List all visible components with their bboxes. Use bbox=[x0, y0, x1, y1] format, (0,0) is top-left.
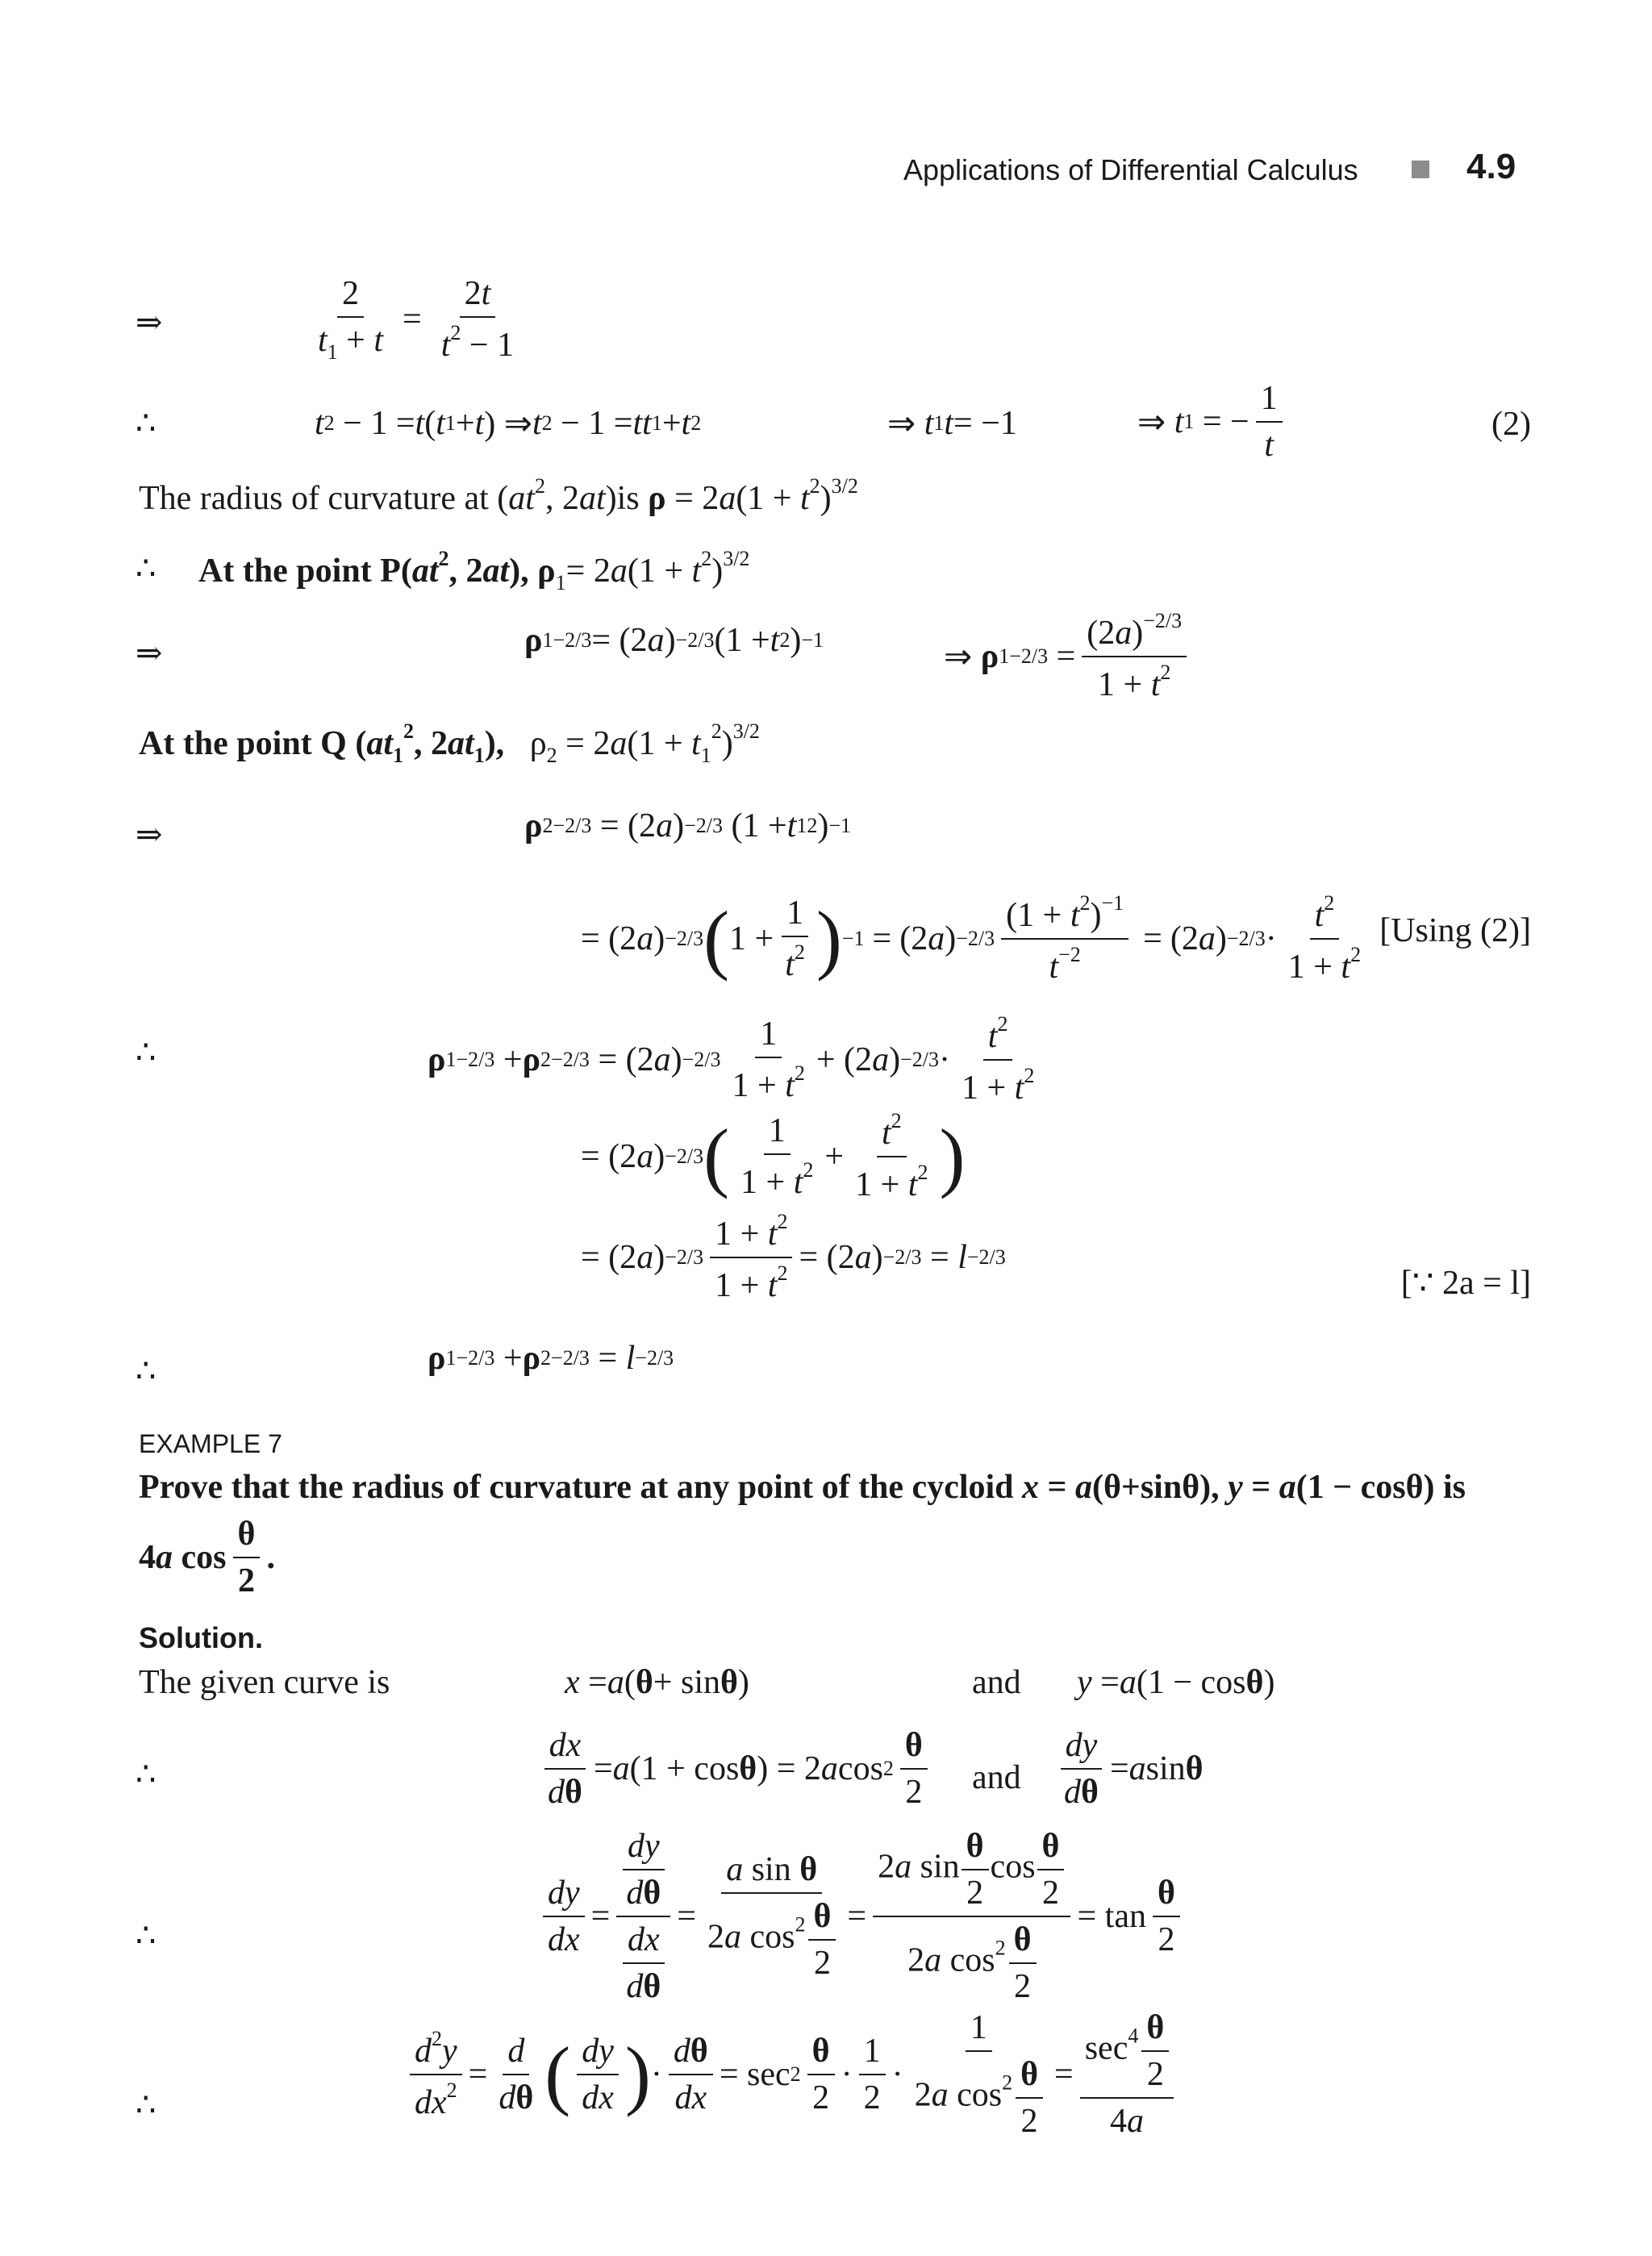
sum-line-2: = (2 a ) −2/3 ( $\frac{1}{1 + t^2}$ + $\frac{t^2}{1 + t^2}$ ) bbox=[581, 1109, 966, 1203]
therefore-symbol: ∴ bbox=[136, 1034, 156, 1071]
sum-line-1: ρ 1 −2/3 + ρ 2 −2/3 = (2 a ) −2/3 $\frac{1}{1 + t^2}$ + (2 a ) −2/3 · $\frac{t^2}{1 + t^2}$ bbox=[428, 1012, 1035, 1107]
rho1-power-fraction: ⇒ ρ 1 −2/3 = $\frac{(2a)^{-2/3}}{1 + t^2}$ bbox=[944, 609, 1193, 704]
two-a-equals-l-note: [∵ 2a = l] bbox=[1400, 1265, 1531, 1302]
using-2-note: [Using (2)] bbox=[1379, 912, 1531, 949]
solution-heading: Solution. bbox=[139, 1621, 263, 1654]
rho2-substitution-line: = (2 a ) −2/3 ( 1 + $\frac{1}{t^2}$ ) −1 = (2 a ) −2/3 $\frac{(1 + t^2)^{-1}}{t^{-2}}$ = (2 a ) −2/3 · $\frac{t^2}{1 + t^2}$ bbox=[581, 891, 1362, 986]
running-title: Applications of Differential Calculus bbox=[903, 153, 1358, 186]
therefore-symbol: ∴ bbox=[136, 2087, 156, 2124]
equation-line-1: $\frac{2}{t_1 + t}$ = $\frac{2t}{t^2 - 1}$ bbox=[318, 275, 515, 364]
therefore-symbol: ∴ bbox=[136, 405, 156, 442]
implies-symbol: ⇒ bbox=[136, 816, 163, 853]
second-derivative-equation: $\frac{d^2y}{dx^2}$ = $\frac{d}{d\theta}$ ( $\frac{dy}{dx}$ ) · $\frac{d\theta}{dx}$ = sec 2 $\frac{\theta}{2}$ · $\frac{1}{2}$ · 1 2a $\cos^2$ $\frac{\theta}{2}$ = $\sec^4$ $\frac{\theta}{2}$ 4a bbox=[403, 2008, 1180, 2141]
equation-line-2c: ⇒ t 1 = − $\frac{1}{t}$ bbox=[1137, 379, 1289, 465]
point-q-line: At the point Q ($at_1^2$, $2at_1$), $\rho_2 = 2a(1 + t_1^2)^{3/2}$ bbox=[139, 719, 760, 767]
radius-statement: The radius of curvature at ($at^2$, 2at)is $\rho = 2a(1 + t^2)^{3/2}$ bbox=[139, 474, 858, 517]
therefore-symbol: ∴ bbox=[136, 1756, 156, 1793]
point-p-line: At the point $P(at^2$, 2at), $\rho_1= 2a(1 + t^2)^{3/2}$ bbox=[198, 547, 750, 594]
dx-dtheta-equation: $\frac{dx}{d\theta}$ = a (1 + cos θ ) = 2 a cos 2 $\frac{\theta}{2}$ bbox=[536, 1726, 934, 1812]
implies-symbol: ⇒ bbox=[136, 304, 163, 341]
rho1-power-line: ρ 1 −2/3 = (2 a ) −2/3 (1 + t 2 ) −1 bbox=[524, 622, 824, 659]
sum-line-3: = (2 a ) −2/3 $\frac{1 + t^2}{1 + t^2}$ = (2 a ) −2/3 = l −2/3 bbox=[581, 1210, 1006, 1304]
and-word: and bbox=[972, 1759, 1021, 1796]
equation-tag-2: (2) bbox=[1491, 406, 1531, 443]
header-square-marker bbox=[1412, 161, 1429, 178]
implies-symbol: ⇒ bbox=[136, 635, 163, 672]
therefore-symbol: ∴ bbox=[136, 550, 156, 587]
slope-equation: $\frac{dy}{dx}$ = $\frac{\frac{dy}{d\theta}}{\frac{dx}{d\theta}}$ = a sin θ 2a $\cos^2$ $\frac{\theta}{2}$ = 2a sin $\frac{\theta}{2}$ cos $\frac{\theta}{2}$ 2a $\cos^2$ $\frac{\theta}{2}$ = tan $\frac{\theta}{2}$ bbox=[536, 1827, 1187, 2006]
given-curve-label: The given curve is bbox=[139, 1664, 390, 1701]
example-heading: EXAMPLE 7 bbox=[139, 1429, 282, 1458]
therefore-symbol: ∴ bbox=[136, 1353, 156, 1390]
page-number: 4.9 bbox=[1466, 147, 1516, 186]
therefore-symbol: ∴ bbox=[136, 1917, 156, 1954]
sum-result: ρ 1 −2/3 + ρ 2 −2/3 = l −2/3 bbox=[428, 1340, 674, 1377]
equation-line-2: t 2 − 1 = t ( t 1 + t ) ⇒ t 2 − 1 = tt 1 + t 2 bbox=[315, 405, 702, 443]
dy-dtheta-equation: $\frac{dy}{d\theta}$ = a sin θ bbox=[1053, 1726, 1204, 1812]
example-statement: Prove that the radius of curvature at any point of the cycloid x = a(θ+sinθ), y = a(1 − cosθ) is 4 a cos $\frac{\theta}{2}$ . bbox=[139, 1469, 1466, 1599]
and-word: and bbox=[972, 1664, 1021, 1701]
equation-line-2b: ⇒ t 1 t = −1 bbox=[887, 405, 1017, 443]
rho2-power-line: ρ 2 −2/3 = (2 a ) −2/3 (1 + t 1 2 ) −1 bbox=[524, 807, 851, 844]
given-x-equation: x = a ( θ + sin θ ) bbox=[565, 1664, 749, 1701]
given-y-equation: y = a (1 − cos θ ) bbox=[1077, 1664, 1275, 1701]
